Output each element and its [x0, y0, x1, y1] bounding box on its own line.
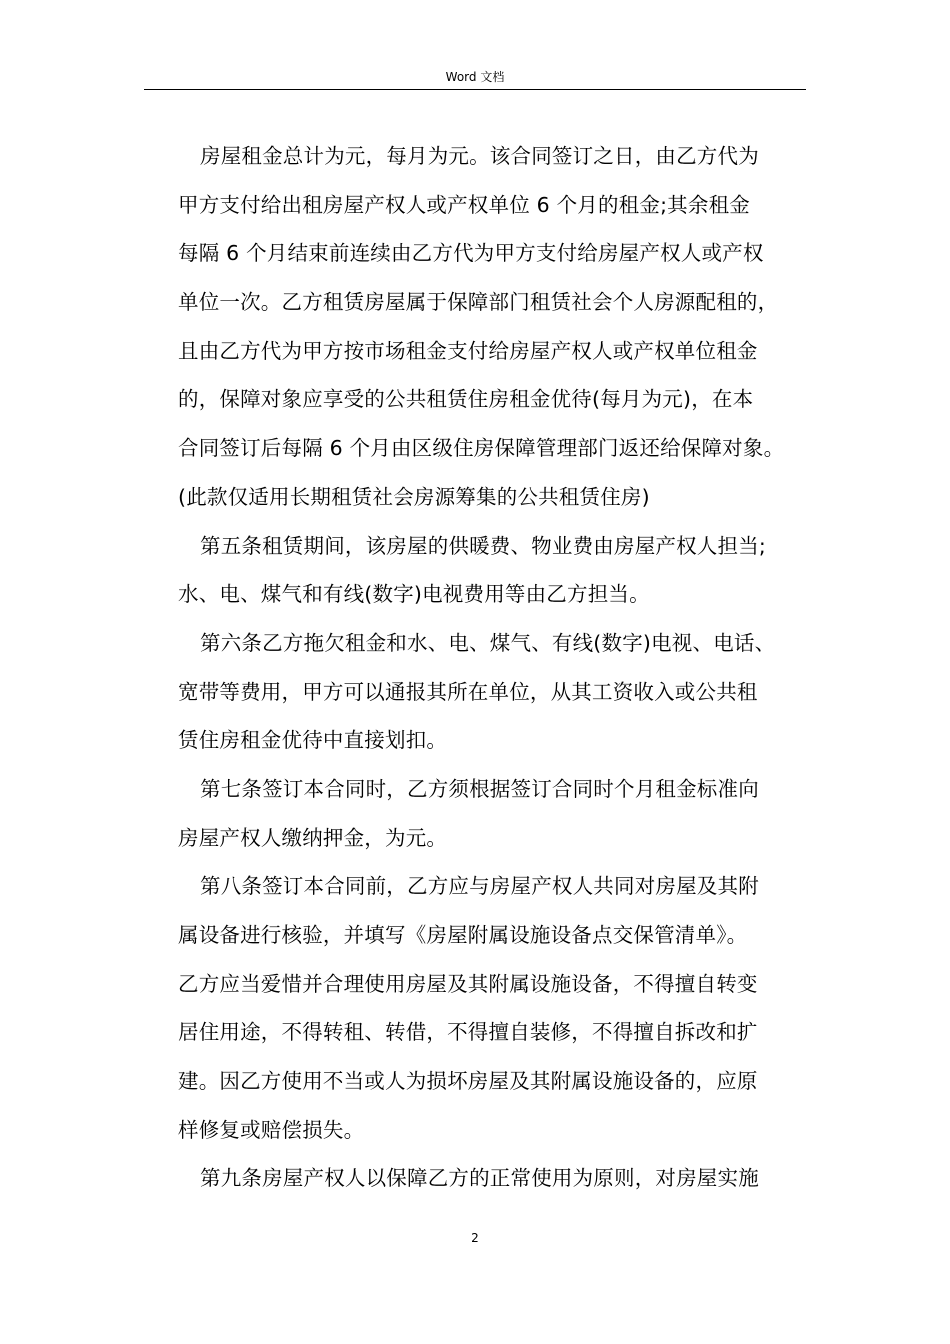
paragraph-line: 水、电、煤气和有线(数字)电视费用等由乙方担当。 — [178, 582, 650, 607]
page-header: Word 文档 — [445, 70, 505, 84]
paragraph-line: 第八条签订本合同前，乙方应与房屋产权人共同对房屋及其附 — [200, 874, 759, 899]
paragraph-line: 第六条乙方拖欠租金和水、电、煤气、有线(数字)电视、电话、 — [200, 630, 776, 655]
paragraph-line: 房屋产权人缴纳押金，为元。 — [178, 825, 448, 850]
paragraph-line: 第五条租赁期间，该房屋的供暖费、物业费由房屋产权人担当; — [200, 533, 767, 558]
paragraph-line: (此款仅适用长期租赁社会房源筹集的公共租赁住房) — [178, 484, 650, 509]
page-number: 2 — [471, 1231, 479, 1245]
paragraph-line: 单位一次。乙方租赁房屋属于保障部门租赁社会个人房源配租的， — [178, 290, 779, 315]
paragraph-line: 建。因乙方使用不当或人为损坏房屋及其附属设施设备的，应原 — [178, 1069, 758, 1094]
paragraph-line: 第七条签订本合同时，乙方须根据签订合同时个月租金标准向 — [200, 776, 759, 801]
paragraph-line: 的，保障对象应享受的公共租赁住房租金优待(每月为元)，在本 — [178, 387, 754, 412]
paragraph-line: 每隔 6 个月结束前连续由乙方代为甲方支付给房屋产权人或产权 — [178, 241, 764, 266]
header-divider — [144, 89, 806, 90]
paragraph-line: 样修复或赔偿损失。 — [178, 1117, 365, 1142]
document-body — [178, 132, 818, 1203]
paragraph-line: 且由乙方代为甲方按市场租金支付给房屋产权人或产权单位租金 — [178, 338, 758, 363]
paragraph-line: 第九条房屋产权人以保障乙方的正常使用为原则，对房屋实施 — [200, 1166, 759, 1191]
paragraph-line: 宽带等费用，甲方可以通报其所在单位，从其工资收入或公共租 — [178, 679, 758, 704]
paragraph-line: 乙方应当爱惜并合理使用房屋及其附属设施设备，不得擅自转变 — [178, 971, 758, 996]
paragraph-line: 房屋租金总计为元，每月为元。该合同签订之日，由乙方代为 — [200, 144, 759, 168]
paragraph-line: 居住用途，不得转租、转借，不得擅自装修，不得擅自拆改和扩 — [178, 1020, 758, 1045]
paragraph-line: 甲方支付给出租房屋产权人或产权单位 6 个月的租金;其余租金 — [178, 192, 750, 217]
paragraph-line: 赁住房租金优待中直接划扣。 — [178, 728, 448, 753]
paragraph-line: 合同签订后每隔 6 个月由区级住房保障管理部门返还给保障对象。 — [178, 436, 785, 461]
paragraph-line: 属设备进行核验，并填写《房屋附属设施设备点交保管清单》。 — [178, 923, 748, 947]
